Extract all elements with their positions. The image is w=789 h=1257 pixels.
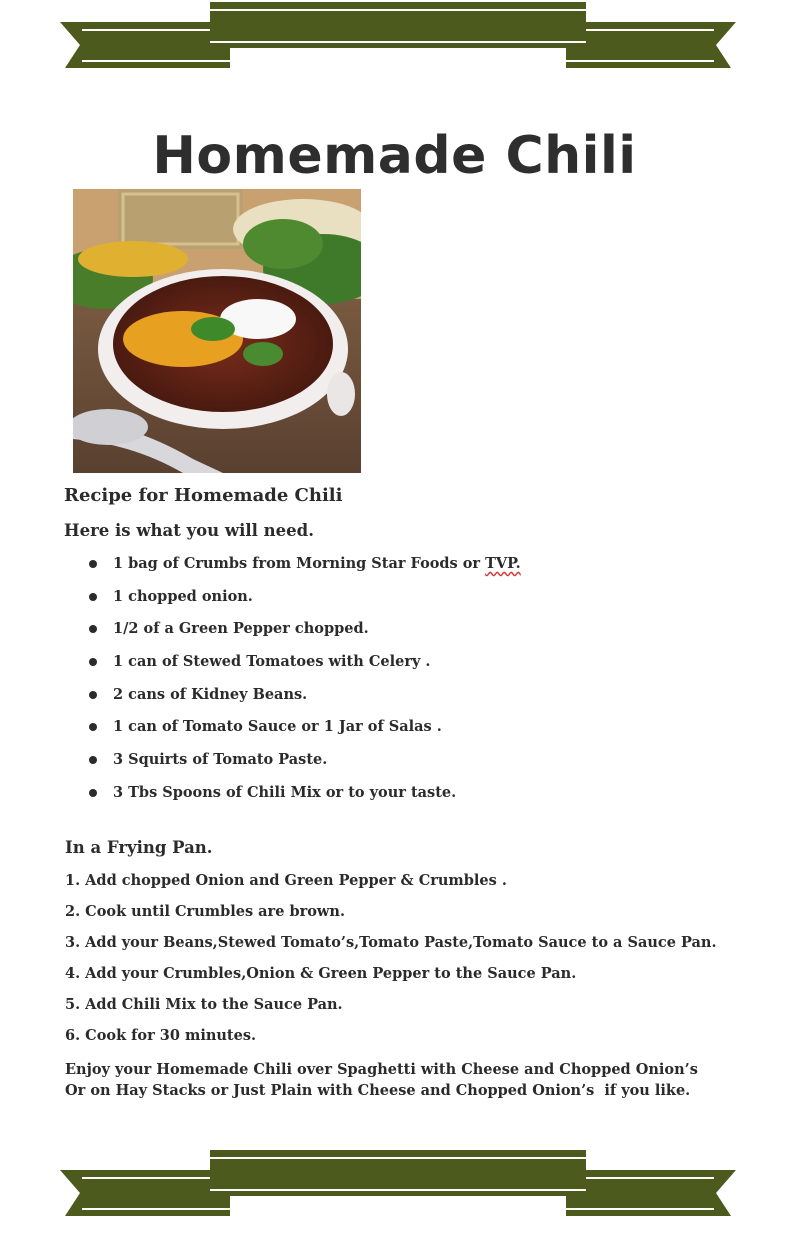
ingredient-text: 3 Tbs Spoons of Chili Mix or to your taste. (113, 783, 457, 801)
ingredients-list (86, 555, 521, 817)
ingredient-item (86, 620, 521, 653)
chili-bowl-photo (73, 189, 361, 473)
ingredient-text: 1/2 of a Green Pepper chopped. (113, 620, 369, 638)
serving-suggestion (65, 1059, 698, 1101)
bullet-icon (89, 658, 97, 666)
bullet-icon (89, 560, 97, 568)
step-item: 2. Cook until Crumbles are brown. (65, 903, 345, 920)
steps-list (65, 872, 717, 1058)
ingredient-item (86, 686, 521, 719)
ingredient-item (86, 653, 521, 686)
page-title: Homemade Chili (152, 126, 637, 186)
top-ribbon-banner (60, 2, 736, 72)
ingredient-text: 1 bag of Crumbs from Morning Star Foods or TVP. (113, 555, 521, 572)
step-item: 5. Add Chili Mix to the Sauce Pan. (65, 996, 343, 1013)
ingredient-item (86, 588, 521, 621)
ingredient-item (86, 784, 521, 817)
serving-line-2: Or on Hay Stacks or Just Plain with Cheese and Chopped Onion’s if you like. (65, 1082, 691, 1099)
ingredient-text: 3 Squirts of Tomato Paste. (113, 751, 328, 769)
ingredient-text: 1 can of Stewed Tomatoes with Celery . (113, 653, 431, 671)
recipe-heading: Recipe for Homemade Chili (64, 485, 343, 506)
ingredient-text: 1 can of Tomato Sauce or 1 Jar of Salas . (113, 718, 442, 736)
step-item: 3. Add your Beans,Stewed Tomato’s,Tomato Paste,Tomato Sauce to a Sauce Pan. (65, 934, 717, 951)
step-item: 4. Add your Crumbles,Onion & Green Pepper to the Sauce Pan. (65, 965, 577, 982)
ingredient-text: 2 cans of Kidney Beans. (113, 685, 308, 703)
ingredient-item (86, 718, 521, 751)
ingredients-heading: Here is what you will need. (64, 521, 314, 540)
bullet-icon (89, 756, 97, 764)
step-item: 1. Add chopped Onion and Green Pepper & Crumbles . (65, 872, 507, 889)
ingredient-text: 1 chopped onion. (113, 587, 253, 605)
frying-pan-heading: In a Frying Pan. (65, 838, 213, 857)
bullet-icon (89, 723, 97, 731)
bullet-icon (89, 593, 97, 601)
bullet-icon (89, 691, 97, 699)
ingredient-item (86, 751, 521, 784)
spellcheck-word: TVP. (485, 555, 521, 572)
bullet-icon (89, 789, 97, 797)
bullet-icon (89, 625, 97, 633)
bottom-ribbon-banner (60, 1150, 736, 1220)
step-item: 6. Cook for 30 minutes. (65, 1027, 257, 1044)
ingredient-item (86, 555, 521, 588)
serving-line-1: Enjoy your Homemade Chili over Spaghetti with Cheese and Chopped Onion’s (65, 1061, 698, 1078)
